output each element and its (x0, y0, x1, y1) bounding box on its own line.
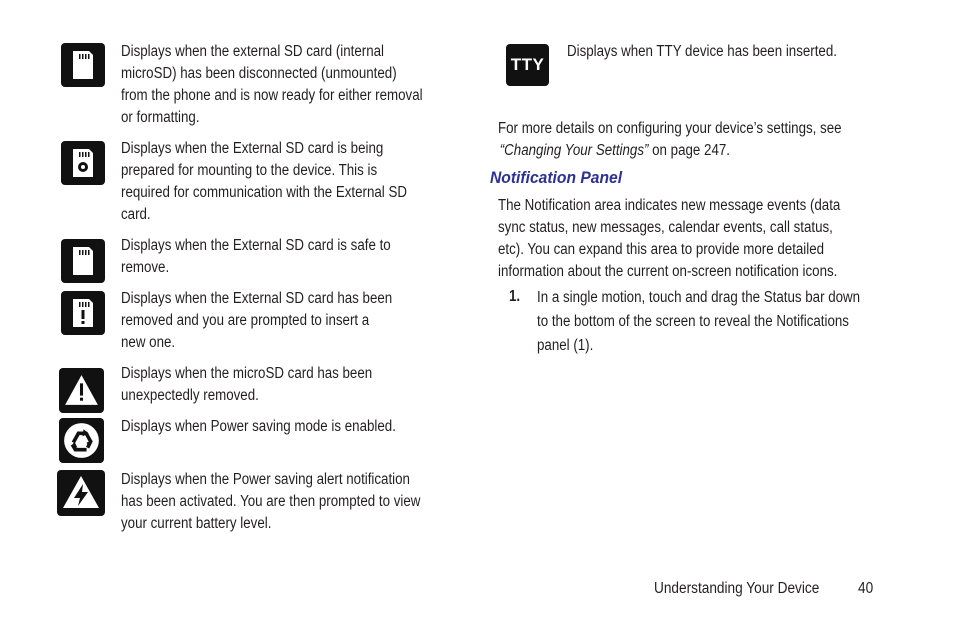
section-heading: Notification Panel (490, 168, 623, 187)
notification-paragraph: The Notification area indicates new message events (data sync status, new messages, calendar events, call status, etc). You can expand this area to provide more detailed information about the current on-screen notification icons. (498, 197, 841, 280)
page-number: 40 (858, 580, 874, 597)
left-item-text: Displays when the External SD card is safe to remove. (121, 237, 391, 276)
details-paragraph: For more details on configuring your device’s settings, see “Changing Your Settings” on page 247. (498, 120, 842, 159)
sd-card-removed-icon (61, 291, 105, 335)
left-item-text: Displays when Power saving mode is enabled. (121, 418, 396, 435)
sd-card-unmounted-icon (61, 43, 105, 87)
left-item-text: Displays when the External SD card is being prepared for mounting to the device. This is required for communication with the External SD card. (121, 140, 407, 223)
step-number: 1. (509, 288, 521, 305)
footer-section: Understanding Your Device (654, 580, 820, 597)
step-text: In a single motion, touch and drag the Status bar down to the bottom of the screen to reveal the Notifications panel (1). (537, 289, 861, 354)
warning-icon (59, 368, 104, 413)
left-item-text: Displays when the External SD card has been removed and you are prompted to insert a new one. (121, 290, 393, 351)
left-item-text: Displays when the Power saving alert notification has been activated. You are then prompted to view your current battery level. (121, 471, 421, 532)
tty-icon: TTY (506, 44, 549, 86)
power-saving-alert-icon (57, 470, 105, 516)
left-item-text: Displays when the microSD card has been unexpectedly removed. (121, 365, 373, 404)
tty-text: Displays when TTY device has been inserted. (567, 43, 837, 60)
sd-card-preparing-icon (61, 141, 105, 185)
sd-card-safe-icon (61, 239, 105, 283)
left-item-text: Displays when the external SD card (internal microSD) has been disconnected (unmounted) from the phone and is now ready for either removal or formatting. (121, 43, 423, 126)
cross-reference-link[interactable]: “Changing Your Settings” (499, 142, 649, 159)
power-saving-icon (59, 418, 104, 463)
